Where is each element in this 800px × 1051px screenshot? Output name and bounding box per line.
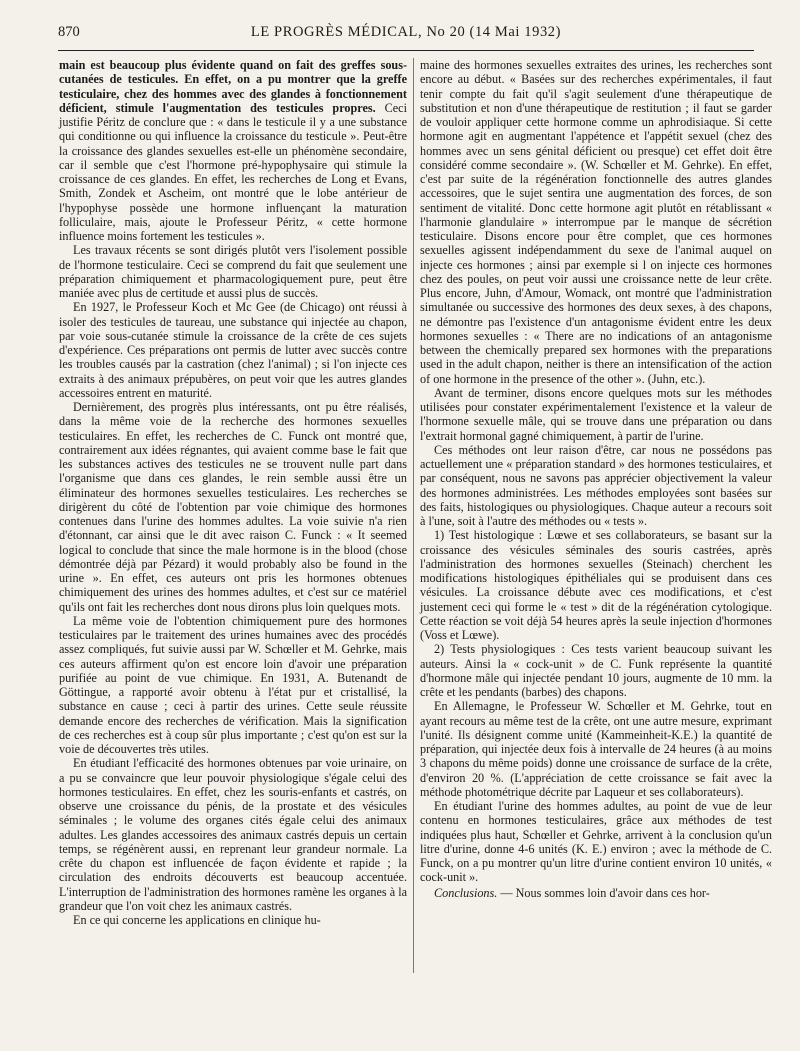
paragraph-text: En ce qui concerne les applications en clinique hu- bbox=[73, 913, 321, 927]
paragraph-text: Avant de terminer, disons encore quelques mots sur les méthodes utilisées pour constater expérimentalement l'existence et la valeur de l'hormone sexuelle mâle, qui se trouve dans une préparation ou dans l'extrait hormonal gagné chimiquement, à partir de l'urine. bbox=[420, 385, 772, 443]
paragraph-text: maine des hormones sexuelles extraites des urines, les recherches sont encore au début. « Basées sur des recherches expérimentales, il faut tenir compte du fait qu'il s'agit seulement d'une thérapeutique de substitution et non d'une thérapeutique de restitution ; il faut se garder de vouloir appliquer cette hormone comme un aphrodisiaque. Si cette hormone agit en augmentant l'appétence et l'appétit sexuel (chez des hommes avec un sens génital déficient ou presque) cet effet doit être considéré comme secondaire ». (W. Schœller et M. Gehrke). En effet, c'est par suite de la régénération fonctionnelle des autres glandes accessoires, que le sujet sentira une augmentation des forces, de son sentiment de vitalité. Donc cette hormone agit plutôt en rétablissant « l'harmonie glandulaire » interrompue par le manque de sécrétion testiculaire. Disons encore pour être complet, que ces hormones sexuelles agissent indépendamment du sexe de l'animal auquel on injecte ces hormones ; ainsi par exemple si l on injecte ces hormones chez des poules, on peut voir aussi une croissance nette de leur crête. Plus encore, Juhn, d'Amour, Womack, ont montré que l'administration simultanée ou successive des hormones des deux sexes, à des chapons, ne démontre pas l'existence d'un antagonisme évident entre les deux hormones sexuelles : « There are no indications of an antagonisme between the chemically prepared sex hormones with the preparations used in the adult chapon, neither is there an intensification of the action of one hormone in the presence of the other ». (Juhn, etc.). bbox=[420, 58, 772, 386]
paragraph bbox=[420, 386, 772, 443]
paragraph bbox=[59, 913, 407, 927]
paragraph-text: 1) Test histologique : Lœwe et ses collaborateurs, se basant sur la croissance des vésicules séminales des souris castrées, après l'administration des hormones sexuelles (Steinach) cherchent les modifications histologiques épithéliales qui se produisent dans ces vésicules. La croissance débute avec ces modifications, et c'est justement ceci qui forme le « test » dit de la régénération cytologique. Cette réaction se voit déjà 54 heures après la seule injection d'hormones (Voss et Lœwe). bbox=[420, 528, 772, 642]
paragraph bbox=[420, 799, 772, 885]
paragraph-text: En 1927, le Professeur Koch et Mc Gee (de Chicago) ont réussi à isoler des testicules de taureau, une substance qui injectée au chapon, par voie sous-cutanée stimule la croissance de la crête de ces sujets d'expérience. Ces préparations ont permis de lutter avec succès contre les troubles causés par la castration (chez l'animal) ; si l'on injecte ces extraits à des animaux prépubères, on peut voir que les autres glandes accessoires entrent en maturité. bbox=[59, 300, 407, 400]
paragraph-text: — Nous sommes loin d'avoir dans ces hor- bbox=[497, 885, 710, 900]
paragraph bbox=[59, 243, 407, 300]
bold-lead: main est beaucoup plus évidente quand on fait des greffes sous-cutanées de testicules. En effet, on a pu montrer que la greffe testiculaire, chez des hommes avec des glandes à fonctionnement déficient, stimule l'augmentation des testicules propres. bbox=[59, 58, 407, 115]
paragraph-text: En étudiant l'urine des hommes adultes, au point de vue de leur contenu en hormones testiculaires, grâce aux méthodes de test indiquées plus haut, Schœller et Gehrke, arrivent à la conclusion qu'un litre d'urine, donne 4-6 unités (K. E.) environ ; avec la méthode de C. Funck, on a pu montrer qu'un litre d'urine contient environ 10 unités, « cock-unit ». bbox=[420, 799, 772, 885]
paragraph-text: Les travaux récents se sont dirigés plutôt vers l'isolement possible de l'hormone testiculaire. Ceci se comprend du fait que seulement une préparation chimiquement et pharmacologiquement pure, peut être maniée avec plus de certitude et aussi plus de succès. bbox=[59, 243, 407, 300]
page-header bbox=[58, 20, 754, 51]
paragraph-text: Dernièrement, des progrès plus intéressants, ont pu être réalisés, dans la même voie de la recherche des hormones sexuelles testiculaires. En effet, les recherches de C. Funck ont montré que, contrairement aux idées régnantes, qui avaient comme base le fait que les substances actives des testicules ne se trouvent nulle part dans l'organisme que dans ces glandes, le rein semble aussi être un éliminateur des hormones sexuelles testiculaires. Les recherches se dirigèrent du côté de l'obtention par voie chimique des hormones contenues dans l'urine des hommes adultes. La voie suivie n'a rien d'étonnant, car ainsi que le dit avec raison C. Funck : « It seemed logical to conclude that since the male hormone is in the blood (chose démontrée déjà par Pézard) it would probably also be found in the urine ». En effet, ces auteurs ont pris les hormones obtenues chimiquement des urines des hommes adultes, et c'est sur ce matériel qu'ils ont fait les recherches dont nous dirons plus loin quelques mots. bbox=[59, 400, 407, 614]
paragraph bbox=[59, 300, 407, 400]
paragraph-text: 2) Tests physiologiques : Ces tests varient beaucoup suivant les auteurs. Ainsi la « cock-unit » de C. Funk représente la quantité d'hormone mâle qui injectée pendant 10 jours, augmente de 10 mm. la crête et les pendants (barbes) des chapons. bbox=[420, 642, 772, 699]
paragraph-text: En étudiant l'efficacité des hormones obtenues par voie urinaire, on a pu se convaincre que leur pouvoir physiologique s'égale celui des hormones testiculaires. En effet, chez les souris-enfants et castrés, on observe une croissance du pénis, de la prostate et des vésicules séminales ; le volume des organes cités égale celui des animaux adultes. Les glandes accessoires des animaux castrés depuis un certain temps, se régénèrent aussi, en reprenant leur grandeur normale. La crête du chapon est influencée de façon évidente et rapide ; la circulation des endroits découverts est beaucoup accentuée. L'interruption de l'administration des hormones ramène les organes à la grandeur que l'on voit chez les animaux castrés. bbox=[59, 756, 407, 913]
paragraph-text: La même voie de l'obtention chimiquement pure des hormones testiculaires par le traitement des urines humaines avec des procédés assez compliqués, fut suivie aussi par W. Schœller et M. Gehrke, mais ces auteurs affirment qu'on est encore loin d'avoir une préparation purifiée au point de vue chimique. En 1931, A. Butenandt de Göttingue, a rapporté avoir obtenu à l'état pur et cristallisé, la substance en cause ; ceci à partir des urines. Cette seule réussite demande encore des recherches de vérification. Mais la signification de ces recherches est à coup sûr plus importante ; c'est qu'on est sur la voie de découvertes très utiles. bbox=[59, 613, 407, 756]
paragraph-text: En Allemagne, le Professeur W. Schœller et M. Gehrke, tout en ayant recours au même test de la crête, ont une autre mesure, exprimant l'unité. Ils désignent comme unité (Kammeinheit-K.E.) la quantité de préparation, qui injectée deux fois à intervalle de 24 heures (à au moins 3 chapons du même poids) donne une croissance de surface de la crête, d'environ 20 %. (L'appréciation de cette croissance se fait avec la méthode photométrique décrite par Laqueur et ses collaborateurs). bbox=[420, 699, 772, 799]
paragraph bbox=[59, 58, 407, 243]
paragraph bbox=[420, 886, 772, 900]
left-column bbox=[59, 58, 407, 927]
paragraph bbox=[420, 699, 772, 799]
paragraph bbox=[59, 614, 407, 757]
column-divider bbox=[413, 58, 414, 973]
paragraph bbox=[59, 400, 407, 614]
paragraph bbox=[420, 642, 772, 699]
section-heading-conclusions: Conclusions. bbox=[434, 885, 498, 900]
page-number: 870 bbox=[58, 24, 80, 40]
paragraph bbox=[420, 443, 772, 529]
running-title: LE PROGRÈS MÉDICAL, No 20 (14 Mai 1932) bbox=[250, 24, 562, 40]
paragraph bbox=[420, 58, 772, 386]
paragraph-text: Ceci justifie Péritz de conclure que : « dans le testicule il y a une substance qui conditionne ou qui influence la croissance du testicule ». Peut-être la croissance des glandes sexuelles est-elle un phénomène secondaire, car il semble que c'est l'hormone pré-hypophysaire qui stimule la croissance de ces glandes. En effet, les recherches de Long et Evans, Smith, Zondek et Ascheim, ont montré que le lobe antérieur de l'hypophyse possède une hormone influençant la maturation folliculaire, mais, ajoute le Professeur Péritz, « cette hormone influence moins fortement les testicules ». bbox=[59, 100, 407, 243]
paragraph-text: Ces méthodes ont leur raison d'être, car nous ne possédons pas actuellement une « préparation standard » des hormones testiculaires, et par conséquent, nous ne savons pas apprécier objectivement la valeur des hormones administrées. Les méthodes employées sont basées sur des faits, histologiques ou physiologiques. Chaque auteur a recours soit à l'une, soit à l'autre des méthodes ou « tests ». bbox=[420, 442, 772, 528]
paragraph bbox=[59, 756, 407, 913]
paragraph bbox=[420, 528, 772, 642]
right-column bbox=[420, 58, 772, 900]
